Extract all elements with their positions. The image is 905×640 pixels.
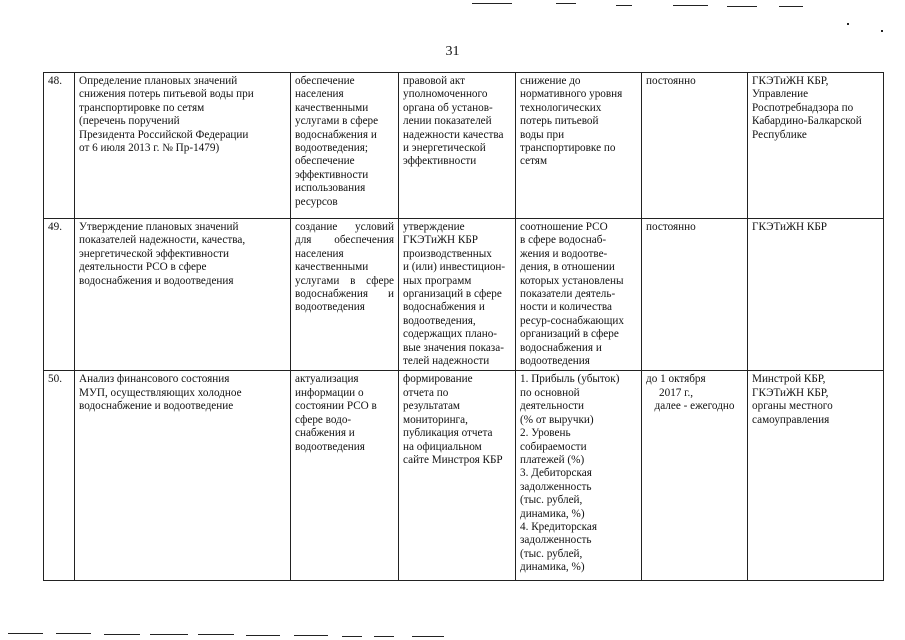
- scan-rule: [8, 633, 43, 634]
- deadline-cell: постоянно: [642, 73, 748, 219]
- table-row: [44, 219, 884, 371]
- indicator-cell: 1. Прибыль (убыток) по основной деятельности (% от выручки) 2. Уровень собираемости платежей (%) 3. Дебиторская задолженность (тыс. рублей, динамика, %) 4. Кредиторская задолженность (тыс. рублей, динамика, %): [516, 371, 642, 581]
- scan-rule: [673, 5, 708, 6]
- goal-cell: актуализация информации о состоянии РСО в сфере водо- снабжения и водоотведения: [291, 371, 399, 581]
- result-cell: формирование отчета по результатам мониторинга, публикация отчета на официальном сайте Минстроя КБР: [399, 371, 516, 581]
- scan-rule: [412, 636, 444, 637]
- result-cell: правовой акт уполномоченного органа об установ- лении показателей надежности качества и энергетической эффективности: [399, 73, 516, 219]
- indicator-cell: соотношение РСО в сфере водоснаб- жения и водоотве- дения, в отношении которых установлены показатели деятель- ности и количества ресур-соснабжающих организаций в сфере водоснабжения и водоотведения: [516, 219, 642, 371]
- event-cell: Анализ финансового состояния МУП, осуществляющих холодное водоснабжение и водоотведение: [75, 371, 291, 581]
- scan-rule: [104, 634, 140, 635]
- row-number: 50.: [44, 371, 75, 581]
- event-cell: Определение плановых значений снижения потерь питьевой воды при транспортировке по сетям (перечень поручений Президента Российской Федерации от 6 июля 2013 г. № Пр-1479): [75, 73, 291, 219]
- scan-rule: [472, 3, 512, 4]
- table-row: [44, 73, 884, 219]
- scan-rule: [56, 633, 91, 634]
- responsible-cell: ГКЭТиЖН КБР, Управление Роспотребнадзора по Кабардино-Балкарской Республике: [748, 73, 884, 219]
- row-number: 48.: [44, 73, 75, 219]
- page-number: 31: [445, 44, 460, 59]
- scan-rule: [616, 5, 632, 6]
- measures-table: [43, 72, 884, 581]
- deadline-cell: до 1 октября 2017 г., далее - ежегодно: [642, 371, 748, 581]
- event-cell: Утверждение плановых значений показателей надежности, качества, энергетической эффективности деятельности РСО в сфере водоснабжения и водоотведения: [75, 219, 291, 371]
- scan-rule: [342, 636, 362, 637]
- scan-dot: [881, 30, 883, 32]
- scan-rule: [246, 635, 280, 636]
- scan-rule: [779, 6, 803, 7]
- scan-rule: [198, 634, 234, 635]
- scan-rule: [556, 3, 576, 4]
- responsible-cell: Минстрой КБР, ГКЭТиЖН КБР, органы местного самоуправления: [748, 371, 884, 581]
- scan-rule: [727, 6, 757, 7]
- scan-rule: [374, 636, 394, 637]
- scan-rule: [294, 635, 328, 636]
- deadline-cell: постоянно: [642, 219, 748, 371]
- scan-rule: [150, 634, 188, 635]
- responsible-cell: ГКЭТиЖН КБР: [748, 219, 884, 371]
- row-number: 49.: [44, 219, 75, 371]
- goal-cell: обеспечение населения качественными услугами в сфере водоснабжения и водоотведения; обеспечение эффективности использования ресурсов: [291, 73, 399, 219]
- table-row: [44, 371, 884, 581]
- result-cell: утверждение ГКЭТиЖН КБР производственных и (или) инвестицион- ных программ организаций в сфере водоснабжения и водоотведения, содержащих плано- вые значения показа- телей надежности: [399, 219, 516, 371]
- scan-dot: [847, 23, 849, 25]
- indicator-cell: снижение до нормативного уровня технологических потерь питьевой воды при транспортировке по сетям: [516, 73, 642, 219]
- goal-cell: создание условий для обеспечения населения качественными услугами в сфере водоснабжения и водоотведения: [291, 219, 399, 371]
